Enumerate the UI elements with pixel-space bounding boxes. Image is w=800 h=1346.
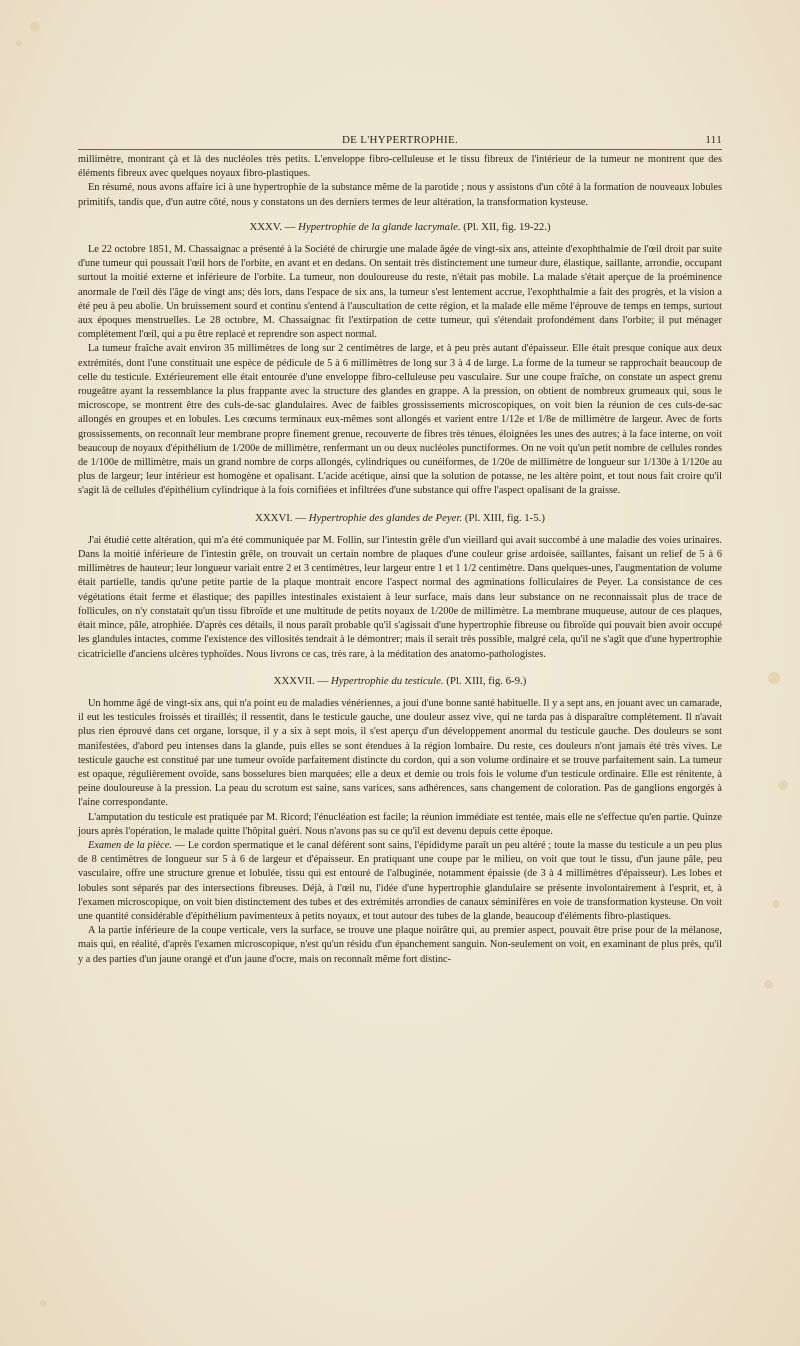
section-number: XXXVII. — [273, 674, 329, 687]
section-heading [78, 220, 722, 234]
header-rule [78, 149, 722, 150]
foxing-spot [30, 22, 40, 32]
plate-reference: (Pl. XIII, fig. 6-9.) [446, 674, 527, 687]
paragraph: A la partie inférieure de la coupe verticale, vers la surface, se trouve une plaque noirâtre qui, au premier aspect, pouvait être prise pour de la mélanose, mais qui, en réalité, d'après l'examen microscopique, n'est qu'un résidu d'un épanchement sanguin. Non-seulement on voit, en examinant de plus près, qu'il y a des parties d'un jaune orangé et d'un jaune d'ocre, mais on reconnaît même fort distinc- [78, 925, 722, 965]
foxing-spot [772, 900, 780, 908]
page-number: 111 [705, 134, 722, 146]
section-title: Hypertrophie des glandes de Peyer. [308, 511, 463, 524]
section-title: Hypertrophie du testicule. [330, 674, 444, 687]
paragraph: J'ai étudié cette altération, qui m'a été communiquée par M. Follin, sur l'intestin grêle d'un vieillard qui avait succombé à une maladie des voies urinaires. Dans la moitié inférieure de l'intestin grêle, on trouvait un certain nombre de plaques d'une couleur grise ardoisée, saillantes, faisant un relief de 5 à 6 millimètres de hauteur; leur longueur variait entre 2 et 3 centimètres, leur largeur entre 1 et 1 1/2 centimètre. Dans quelques-unes, l'augmentation de volume était partielle, tandis qu'une petite partie de la plaque montrait encore l'aspect normal des agminations folliculaires de Peyer. La consistance de ces végétations était ferme et élastique; des papilles intestinales existaient à leur surface, mais dans leur substance on ne reconnaissait plus de trace de follicules, on n'y constatait qu'un tissu fibroïde et une multitude de petits noyaux de 1/200e de millimètre. La membrane muqueuse, autour de ces plaques, était mince, pâle, atrophiée. D'après ces détails, il nous paraît probable qu'il s'agissait d'une hypertrophie fibreuse ou fibroïde qui pouvait bien avoir occupé les glandules intactes, comme l'existence des villosités tendrait à le démontrer; mais il serait très possible, malgré cela, qu'il ne s'agît que d'une hypertrophie cicatricielle d'anciens ulcères typhoïdes. Nous livrons ce cas, très rare, à la méditation des anatomo-pathologistes. [78, 534, 722, 660]
foxing-spot [778, 780, 788, 790]
exam-label: Examen de la pièce. [88, 839, 172, 851]
section-heading [78, 674, 722, 688]
paragraph: La tumeur fraîche avait environ 35 millimètres de long sur 2 centimètres de large, et à peu près autant d'épaisseur. Elle était presque conique aux deux extrémités, dont l'une constituait une espèce de pédicule de 5 à 6 millimètres de long sur 3 à 4 de large. La forme de la tumeur se rapprochait beaucoup de celle du testicule. Extérieurement elle était entourée d'une enveloppe fibro-celluleuse peu vasculaire. Sur une coupe fraîche, on constate un aspect grenu rougeâtre ayant la ressemblance la plus frappante avec la structure des glandes en grappe. A la pression, on obtient de nombreux grumeaux qui, sous le microscope, se montrent être des culs-de-sac glandulaires. Avec de faibles grossissements microscopiques, on voit bien la réunion de ces culs-de-sac allongés en groupes et en lobules. Les cœcums terminaux eux-mêmes sont allongés et varient entre 1/12e et 1/8e de millimètre de largeur. Avec de forts grossissements, on reconnaît leur membrane propre finement grenue, recouverte de fibres très ténues, éloignées les unes des autres; à la face interne, on voit beaucoup de noyaux d'épithélium de 1/200e de millimètre, renfermant un ou deux nucléoles punctiformes. On ne voit qu'un petit nombre de cellules rondes de 1/100e de millimètre, mais un grand nombre de corps allongés, cylindriques ou cunéiformes, de 1/20e de millimètre de longueur sur 1/130e à 1/120e au plus de largeur; leur intérieur est homogène et opalisant. L'acide acétique, ainsi que la solution de potasse, ne les altère point, et tout nous fait croire qu'il s'agit là de cellules d'épithélium cylindrique à la fois cornifiées et infiltrées d'une substance qui offre l'aspect opalisant de la graisse. [78, 343, 722, 497]
foxing-spot [768, 672, 780, 684]
foxing-spot [40, 1300, 47, 1307]
section-heading [78, 511, 722, 525]
foxing-spot [764, 980, 773, 989]
paragraph: Le 22 octobre 1851, M. Chassaignac a présenté à la Société de chirurgie une malade âgée de vingt-six ans, atteinte d'exophthalmie de l'œil droit par suite d'une tumeur qui poussait l'œil hors de l'orbite, en avant et en dedans. On sentait très distinctement une tumeur dure, élastique, saillante, arrondie, occupant surtout la moitié externe et inférieure de l'orbite. La tumeur, non douloureuse du reste, n'était pas mobile. La malade s'était aperçue de la proéminence anormale de l'œil dès l'âge de vingt ans; dès lors, dans l'espace de six ans, la tumeur s'est lentement accrue, l'exophthalmie a fait des progrès, et la vision a été peu à peu abolie. Un bruissement sourd et continu s'entend à l'auscultation de cette région, et la malade elle même l'éprouve de temps en temps, surtout aux époques menstruelles. Le 28 octobre, M. Chassaignac fit l'extirpation de cette tumeur, qui s'étendait profondément dans l'orbite; il put ménager complétement l'œil, qui a pu être replacé et reprendre son aspect normal. [78, 244, 722, 341]
plate-reference: (Pl. XIII, fig. 1-5.) [464, 511, 545, 524]
section-number: XXXV. — [249, 220, 296, 233]
running-header [78, 134, 722, 148]
foxing-spot [16, 40, 22, 46]
running-title: DE L'HYPERTROPHIE. [341, 134, 459, 146]
paragraph-text: — Le cordon spermatique et le canal déférent sont sains, l'épididyme paraît un peu altéré ; toute la masse du testicule a un peu plus de 8 centimètres de longueur sur 5 à 6 de largeur et d'épaisseur. En pratiquant une coupe par le milieu, on voit que tout le tissu, d'un jaune pâle, peu vasculaire, offre une structure grenue et lobulée, tissu qui est entouré de l'albuginée, notamment épaissie (de 3 à 4 millimètres d'épaisseur). Les lobes et lobules sont séparés par des intersections fibreuses. Déjà, à l'œil nu, l'idée d'une hypertrophie glandulaire se présente involontairement à l'esprit, et, à l'examen microscopique, on voit bien distinctement des tubes et des extrémités arrondies de canaux séminifères en voie de transformation kysteuse. On voit une quantité considérable d'épithélium pavimenteux à petits noyaux, et tout autour des tubes de la glande, beaucoup d'éléments fibro-plastiques. [78, 839, 722, 922]
plate-reference: (Pl. XII, fig. 19-22.) [463, 220, 551, 233]
paragraph: millimètre, montrant çà et là des nucléoles très petits. L'enveloppe fibro-celluleuse et le tissu fibreux de l'intérieur de la tumeur ne montrent que des éléments fibreux avec quelques noyaux fibro-plastiques. [78, 154, 722, 180]
section-title: Hypertrophie de la glande lacrymale. [298, 220, 461, 233]
paragraph [78, 839, 722, 924]
paragraph: Un homme âgé de vingt-six ans, qui n'a point eu de maladies vénériennes, a joui d'une bonne santé habituelle. Il y a sept ans, en jouant avec un camarade, il eut les testicules froissés et tiraillés; il ressentit, dans le testicule gauche, une douleur assez vive, qui ne tarda pas à disparaître complétement. Il n'avait plus rien éprouvé dans cet organe, lorsque, il y a six à sept mois, il s'est aperçu d'un développement anormal du testicule gauche. Des douleurs se sont manifestées, d'abord peu intenses dans la glande, puis elles se sont étendues à la région lombaire. Du reste, ces douleurs n'ont jamais été très vives. Le testicule gauche est constitué par une tumeur ovoïde parfaitement distincte du cordon, qui a son volume ordinaire et se trouve parfaitement sain. La tumeur est opaque, régulièrement ovoïde, sans bosselures bien marquées; elle a deux et demie ou trois fois le volume d'un testicule ordinaire. Elle est rénitente, à peine douloureuse à la pression. La peau du scrotum est saine, sans varices, sans adhérences, sans changement de coloration. Pas de ganglions engorgés à l'aine correspondante. [78, 697, 722, 809]
paragraph: L'amputation du testicule est pratiquée par M. Ricord; l'énucléation est facile; la réunion immédiate est tentée, mais elle ne s'effectue qu'en partie. Quinze jours après l'opération, le malade quitte l'hôpital guéri. Nous n'avons pas su ce qu'il est devenu depuis cette époque. [78, 811, 722, 837]
paragraph: En résumé, nous avons affaire ici à une hypertrophie de la substance même de la parotide ; nous y assistons d'un côté à la formation de nouveaux lobules primitifs, tandis que, d'un autre côté, nous y constatons un des derniers termes de leur altération, la transformation kysteuse. [78, 182, 722, 208]
section-number: XXXVI. — [255, 511, 307, 524]
page-body [78, 153, 722, 967]
